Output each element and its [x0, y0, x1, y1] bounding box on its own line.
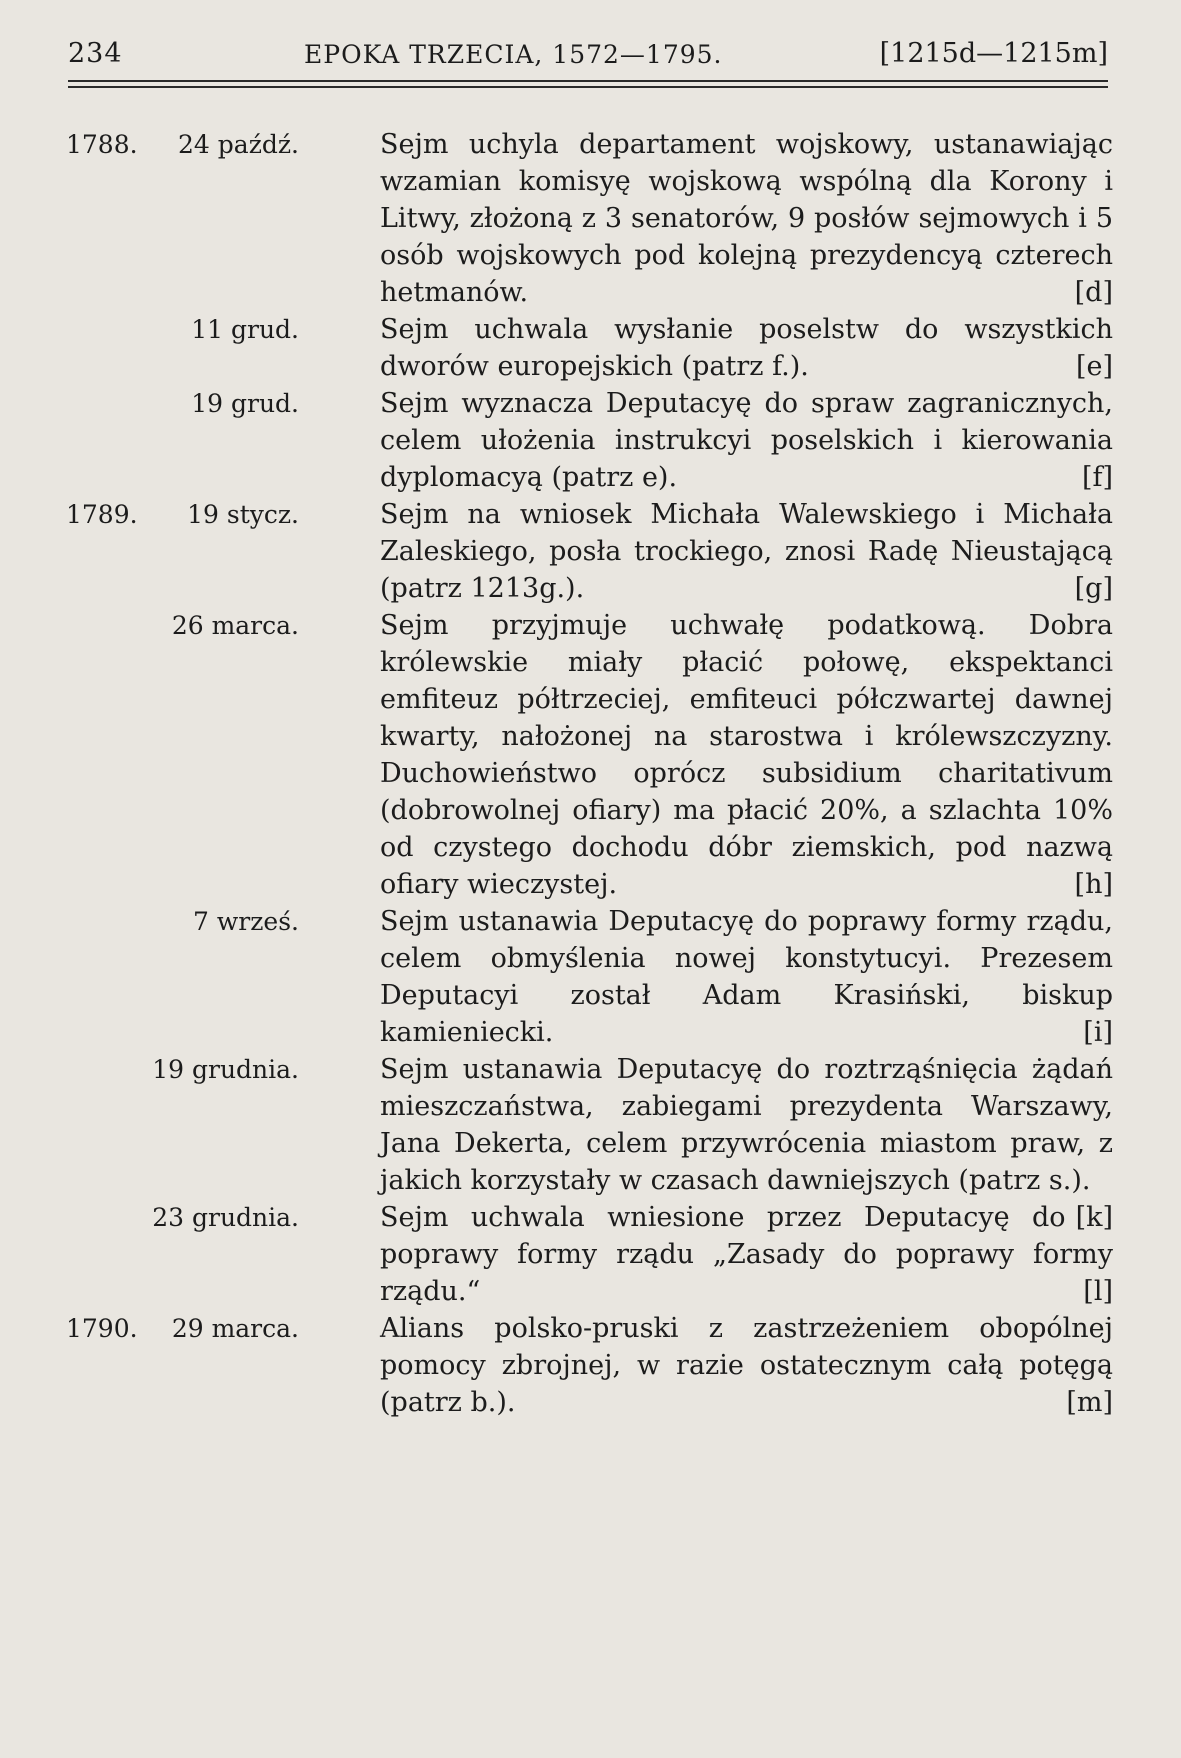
entry-body: Sejm uchwala wniesione przez Deputacyę do poprawy formy rządu „Zasady do poprawy formy rządu.“ [380, 1202, 1113, 1307]
entry-body: Alians polsko-pruski z zastrzeżeniem obopólnej pomocy zbrojnej, w razie ostatecznym całą potęgą (patrz b.). [380, 1313, 1113, 1418]
entry-mark: [d] [1074, 277, 1113, 308]
entry-date: 19 grud. [191, 389, 299, 418]
chronology-entry [0, 1199, 1181, 1310]
chronology-entry [0, 903, 1181, 1051]
chronology-entry [0, 385, 1181, 496]
chronology-list [0, 126, 1181, 1421]
page-header [68, 38, 1108, 78]
entry-body: Sejm uchyla departament wojskowy, ustanawiając wzamian komisyę wojskową wspólną dla Korony i Litwy, złożoną z 3 senatorów, 9 posłów sejmowych i 5 osób wojskowych pod kolejną prezydencyą czterech hetmanów. [380, 129, 1113, 308]
entry-text [380, 1051, 1113, 1233]
entry-mark: [g] [1074, 573, 1113, 604]
entry-body: Sejm uchwala wysłanie poselstw do wszystkich dworów europejskich (patrz f.). [380, 314, 1113, 382]
entry-mark: [k] [1075, 1202, 1113, 1233]
entry-mark: [i] [1083, 1017, 1113, 1048]
entry-mark: [m] [1066, 1387, 1113, 1418]
chronology-entry [0, 1310, 1181, 1421]
entry-text [380, 126, 1113, 311]
entry-date: 19 grudnia. [152, 1055, 299, 1084]
chronology-entry [0, 607, 1181, 903]
entry-date: 7 wrześ. [193, 907, 299, 936]
entry-text [380, 496, 1113, 607]
chronology-entry [0, 126, 1181, 311]
entry-mark: [e] [1075, 351, 1113, 382]
header-rule [68, 80, 1108, 82]
entry-mark: [l] [1083, 1276, 1113, 1307]
entry-year: 1790. [66, 1314, 138, 1343]
chronology-entry [0, 496, 1181, 607]
entry-date: 24 paźdź. [178, 130, 299, 159]
page-number: 234 [68, 38, 123, 69]
entry-date: 29 marca. [171, 1314, 299, 1343]
entry-year: 1789. [66, 500, 138, 529]
entry-text [380, 385, 1113, 496]
entry-body: Sejm ustanawia Deputacyę do poprawy formy rządu, celem obmyślenia nowej konstytucyi. Prezesem Deputacyi został Adam Krasiński, biskup kamieniecki. [380, 906, 1113, 1048]
entry-date: 26 marca. [171, 611, 299, 640]
entry-body: Sejm na wniosek Michała Walewskiego i Michała Zaleskiego, posła trockiego, znosi Radę Nieustającą (patrz 1213g.). [380, 499, 1113, 604]
header-rule-double [68, 86, 1108, 88]
entry-body: Sejm przyjmuje uchwałę podatkową. Dobra królewskie miały płacić połowę, ekspektanci emfiteuz półtrzeciej, emfiteuci półczwartej dawnej kwarty, nałożonej na starostwa i królewszczyzny. Duchowieństwo oprócz subsidium charitativum (dobrowolnej ofiary) ma płacić 20%, a szlachta 10% od czystego dochodu dóbr ziemskich, pod nazwą ofiary wieczystej. [380, 610, 1113, 900]
entry-date: 11 grud. [191, 315, 299, 344]
entry-body: Sejm ustanawia Deputacyę do roztrząśnięcia żądań mieszczaństwa, zabiegami prezydenta Warszawy, Jana Dekerta, celem przywrócenia miastom praw, z jakich korzystały w czasach dawniejszych (patrz s.). [380, 1054, 1113, 1196]
section-range: [1215d—1215m] [879, 38, 1108, 69]
entry-date: 23 grudnia. [152, 1203, 299, 1232]
entry-body: Sejm wyznacza Deputacyę do spraw zagranicznych, celem ułożenia instrukcyi poselskich i kierowania dyplomacyą (patrz e). [380, 388, 1113, 493]
entry-text [380, 1310, 1113, 1421]
entry-text [380, 607, 1113, 903]
entry-text [380, 903, 1113, 1051]
entry-mark: [h] [1074, 869, 1113, 900]
entry-text [380, 1199, 1113, 1310]
chronology-entry [0, 311, 1181, 385]
entry-mark: [f] [1081, 462, 1113, 493]
entry-date: 19 stycz. [187, 500, 299, 529]
running-title: EPOKA TRZECIA, 1572—1795. [304, 40, 723, 69]
entry-text [380, 311, 1113, 385]
entry-year: 1788. [66, 130, 138, 159]
